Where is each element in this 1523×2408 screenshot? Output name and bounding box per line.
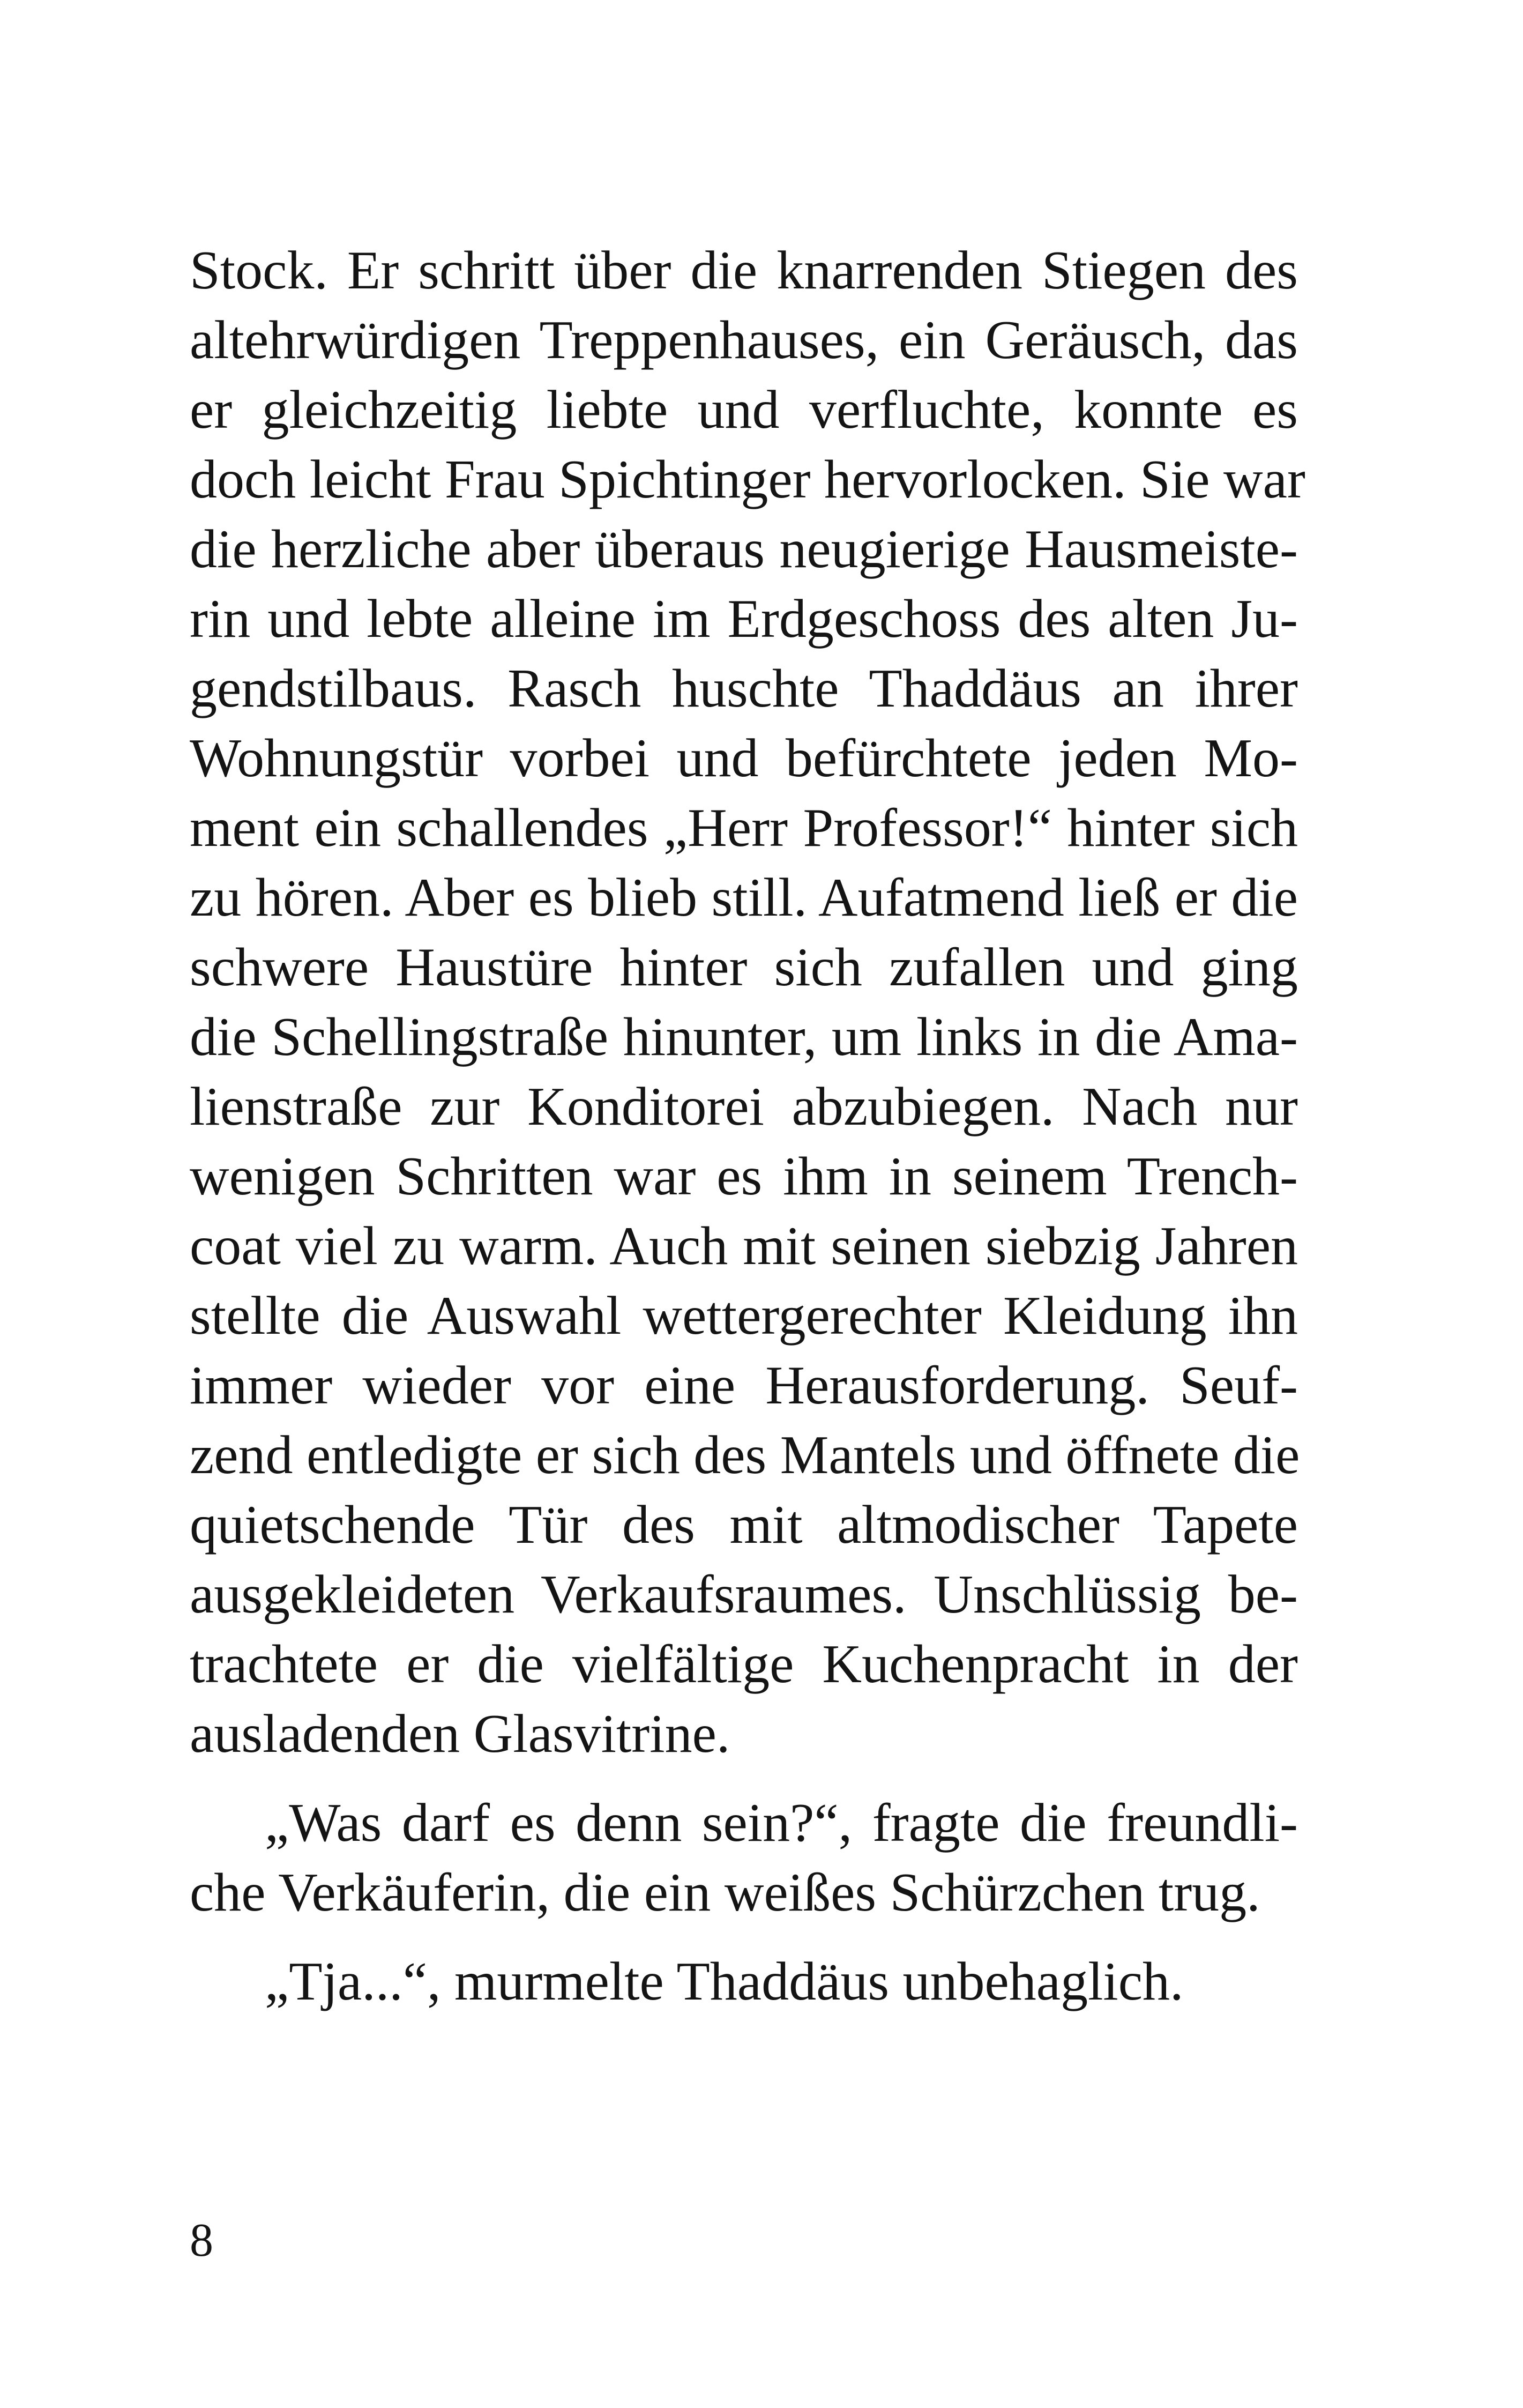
text-line: die herzliche aber überaus neugierige Hausmeiste-	[190, 519, 1298, 579]
text-line: wenigen Schritten war es ihm in seinem Trench-	[190, 1146, 1298, 1207]
body-text	[190, 236, 1305, 2017]
text-line: lienstraße zur Konditorei abzubiegen. Nach nur	[190, 1076, 1298, 1137]
paragraph-spacer	[190, 1769, 1298, 1788]
text-line: immer wieder vor eine Herausforderung. Seuf-	[190, 1355, 1298, 1416]
text-line: er gleichzeitig liebte und verfluchte, konnte es	[190, 380, 1298, 440]
text-line: ausgekleideten Verkaufsraumes. Unschlüssig be-	[190, 1564, 1298, 1625]
text-line: quietschende Tür des mit altmodischer Tapete	[190, 1495, 1298, 1555]
text-line: zu hören. Aber es blieb still. Aufatmend ließ er die	[190, 867, 1298, 928]
text-line: Wohnungstür vorbei und befürchtete jeden Mo-	[190, 728, 1298, 789]
text-line: rin und lebte alleine im Erdgeschoss des alten Ju-	[190, 589, 1298, 649]
text-line: ment ein schallendes „Herr Professor!“ hinter sich	[190, 798, 1298, 858]
text-line: doch leicht Frau Spichtinger hervorlocken. Sie war	[190, 449, 1305, 510]
text-line: altehrwürdigen Treppenhauses, ein Geräusch, das	[190, 310, 1298, 370]
page-number: 8	[190, 2214, 213, 2266]
paragraph	[190, 236, 1305, 1769]
text-line: die Schellingstraße hinunter, um links in die Ama-	[190, 1007, 1298, 1067]
paragraph	[190, 1788, 1298, 1928]
text-line: zend entledigte er sich des Mantels und öffnete die	[190, 1425, 1300, 1485]
paragraph-spacer	[190, 1928, 1298, 1947]
text-line: „Was darf es denn sein?“, fragte die freundli-	[265, 1793, 1298, 1853]
text-line: „Tja...“, murmelte Thaddäus unbehaglich.	[265, 1951, 1184, 2012]
text-line: che Verkäuferin, die ein weißes Schürzchen trug.	[190, 1862, 1260, 1923]
text-line: Stock. Er schritt über die knarrenden Stiegen des	[190, 240, 1298, 301]
text-line: gendstilbaus. Rasch huschte Thaddäus an ihrer	[190, 658, 1298, 719]
text-line: stellte die Auswahl wettergerechter Kleidung ihn	[190, 1285, 1298, 1346]
text-line: coat viel zu warm. Auch mit seinen siebzig Jahren	[190, 1216, 1298, 1276]
text-line: schwere Haustüre hinter sich zufallen und ging	[190, 937, 1298, 998]
text-line: ausladenden Glasvitrine.	[190, 1704, 730, 1764]
text-line: trachtete er die vielfältige Kuchenpracht in der	[190, 1634, 1298, 1694]
paragraph	[190, 1947, 1298, 2017]
